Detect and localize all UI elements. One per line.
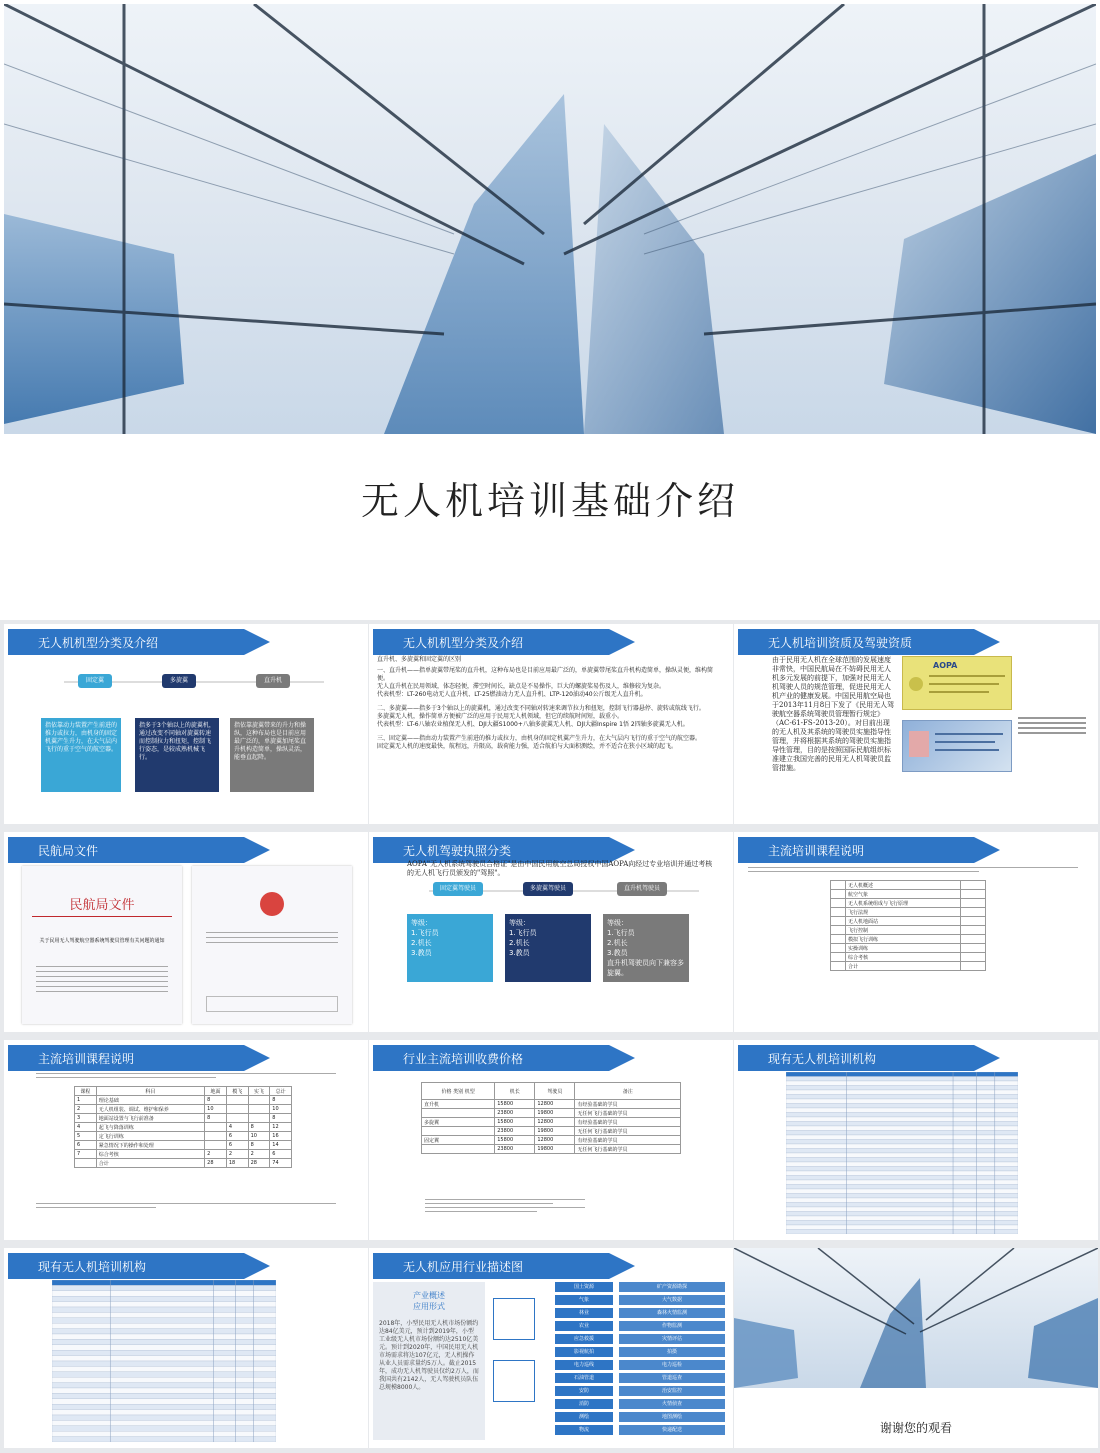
table-row [52, 1372, 276, 1377]
slide-title-banner [373, 1253, 635, 1279]
table-row [786, 1194, 1018, 1199]
table-row [786, 1108, 1018, 1113]
slide-title: 现有无人机培训机构 [38, 1260, 147, 1274]
table-row [786, 1221, 1018, 1226]
slide-drone-types[interactable] [4, 624, 368, 824]
course-hours-table [74, 1086, 292, 1168]
table-row: 模拟飞行训练 [831, 935, 986, 944]
slide-title-banner [8, 1045, 270, 1071]
course-outline-table [830, 880, 986, 971]
helicopter-grades-box [603, 914, 689, 982]
table-row [786, 1176, 1018, 1181]
table-row: 合计 [831, 962, 986, 971]
table-row: 1 理论基础 8 8 [75, 1096, 292, 1105]
table-row: 无人机系统组成与飞行原理 [831, 899, 986, 908]
slide-title-banner [373, 1045, 635, 1071]
industry-result: 灾情评估 [619, 1334, 725, 1344]
pill-helicopter: 直升机 [256, 674, 290, 688]
body-line: 一、直升机——指单旋翼带尾桨的直升机，这种布局也是目前应用最广泛的，单旋翼带尾桨直升机构造简单，操纵灵便，维构简便。 [377, 667, 714, 682]
industry-tag: 安防 [555, 1386, 613, 1396]
helicopter-desc-box: 指依靠旋翼带来的升力和操纵，这种布局也是目前应用最广泛的，单旋翼加尾桨直升机构造简单，操纵灵活，能垂直起降。 [230, 718, 314, 792]
table-row [52, 1366, 276, 1371]
slide-title: 无人机培训资质及驾驶资质 [768, 636, 913, 650]
table-row [52, 1334, 276, 1339]
institution-list-table [52, 1280, 276, 1442]
institution-list-table [786, 1072, 1018, 1234]
body-line: 代表机型：LT-260电动无人直升机、LT-25燃油动力无人直升机、LTP-120油动40公斤级无人直升机。 [377, 691, 647, 698]
industry-result: 火情侦查 [619, 1399, 725, 1409]
table-row: 多旋翼 15800 12800 有经验基础的学员 [422, 1118, 681, 1127]
grade-heading: 等级： [607, 919, 628, 927]
table-header-row: 课程 科目 地面 模飞 实飞 总计 [75, 1087, 292, 1096]
body-line: 二、多旋翼——指多于3个轴以上的旋翼机，通过改变不同轴对转速来调节拉力和扭矩，控制飞行器悬停、旋转或航线飞行。 [377, 705, 705, 712]
certificate-notes [1018, 714, 1086, 744]
table-row: 4 起飞与降落训练 4 8 12 [75, 1123, 292, 1132]
table-row [52, 1361, 276, 1366]
body-line: 固定翼无人机的速度最快，航程远，升限高，载荷能力强，适合航拍与大面积测绘，并不适合在狭小区域的起飞。 [377, 743, 678, 750]
overview-heading: 产业概述 应用形式 [413, 1291, 445, 1311]
table-row [786, 1212, 1018, 1217]
slide-license-types[interactable] [369, 832, 733, 1032]
industry-result: 拍摄 [619, 1347, 725, 1357]
table-row [786, 1149, 1018, 1154]
slide-drone-types-text[interactable] [369, 624, 733, 824]
table-row [786, 1207, 1018, 1212]
photo-icon [909, 731, 929, 757]
table-row [786, 1153, 1018, 1158]
table-row [786, 1140, 1018, 1145]
industry-result: 大气数据 [619, 1295, 725, 1305]
table-row [786, 1230, 1018, 1235]
slide-course-outline[interactable] [734, 832, 1098, 1032]
industry-result: 地图测绘 [619, 1412, 725, 1422]
slide-title: 无人机机型分类及介绍 [38, 636, 159, 650]
table-row [786, 1081, 1018, 1086]
table-row [52, 1312, 276, 1317]
seal-icon [909, 677, 923, 691]
industry-tag: 林业 [555, 1308, 613, 1318]
body-line: 代表机型：LT-6八轴农业植保无人机、DJI大疆S1000+八轴多旋翼无人机、DJI大疆Inspire 1悟 2四轴多旋翼无人机。 [377, 721, 689, 728]
qualifications-body: 由于民用无人机在全球范围的发展速度非常快，中国民航局在不妨碍民用无人机多元发展的前提下，加强对民用无人机驾驶人员的规范管理，促进民用无人机产业的健康发展。中国民用航空局也于2013年11月8日下发了《民用无人驾驶航空器系统驾驶员管理暂行规定》（AC-61-FS-2013-20）。对目前出现的无人机及其系统的驾驶员实施指导性管理，并将根据其系统的驾驶员实施指导性管理，目的是按照国际民航组织标准建立我国完善的民用无人机驾驶员监管措施。 [772, 656, 895, 772]
table-row [786, 1185, 1018, 1190]
table-row: 飞行控制 [831, 926, 986, 935]
pill-multirotor: 多旋翼 [162, 674, 196, 688]
slide-training-prices[interactable] [369, 1040, 733, 1240]
table-row: 无人机地面站 [831, 917, 986, 926]
table-row: 实操训练 [831, 944, 986, 953]
industry-tag: 应急救援 [555, 1334, 613, 1344]
table-row [52, 1399, 276, 1404]
multirotor-desc-box: 指多于3个轴以上的旋翼机，通过改变不同轴对旋翼转速而控制拉力和扭矩，控制飞行姿态，是较成熟机械飞行。 [135, 718, 219, 792]
thanks-text: 谢谢您的观看 [879, 1421, 952, 1435]
table-row: 5 定飞行训练 6 10 16 [75, 1132, 292, 1141]
table-row: 23800 19800 无任何飞行基础的学员 [422, 1145, 681, 1154]
table-row [786, 1077, 1018, 1082]
table-row [786, 1189, 1018, 1194]
body-line: 直升机、多旋翼和固定翼的区别 [377, 656, 462, 663]
industry-tag: 消防 [555, 1399, 613, 1409]
slide-thanks[interactable] [734, 1248, 1098, 1448]
cover-slide[interactable] [0, 0, 1100, 620]
table-row [52, 1393, 276, 1398]
industry-result: 治安监控 [619, 1386, 725, 1396]
industry-tag: 测绘 [555, 1412, 613, 1422]
table-row [786, 1117, 1018, 1122]
industry-tag: 国土资源 [555, 1282, 613, 1292]
table-row [786, 1090, 1018, 1095]
table-row: 6 紧急情况下的操作和处理 6 8 14 [75, 1141, 292, 1150]
industry-result: 快递配送 [619, 1425, 725, 1435]
slide-title: 主流培训课程说明 [38, 1052, 135, 1066]
slide-title: 无人机机型分类及介绍 [403, 636, 524, 650]
table-row [52, 1388, 276, 1393]
table-row: 无人机概述 [831, 881, 986, 890]
doc-header: 民航局文件 [69, 898, 135, 913]
slide-title: 现有无人机培训机构 [768, 1052, 877, 1066]
table-row [786, 1072, 1018, 1077]
table-row [786, 1225, 1018, 1230]
table-row [52, 1323, 276, 1328]
caac-document-page-1 [22, 866, 182, 1024]
table-row [786, 1099, 1018, 1104]
slide-title: 主流培训课程说明 [768, 844, 865, 858]
table-row: 7 综合考核 2 2 2 6 [75, 1150, 292, 1159]
table-row [52, 1404, 276, 1409]
table-row [786, 1216, 1018, 1221]
pilot-license-card-image [902, 720, 1012, 772]
multirotor-grades-box [505, 914, 591, 982]
body-line: 多旋翼无人机，操作简单方便被广泛的应用于民用无人机领域，但它的续航时间短，载重小。 [377, 713, 624, 720]
table-row: 23800 19800 无任何飞行基础的学员 [422, 1109, 681, 1118]
grade-item: 3.教员 [509, 949, 530, 957]
industry-results [619, 1282, 725, 1438]
table-row [52, 1415, 276, 1420]
table-row: 3 地面站设置与飞行前准备 8 8 [75, 1114, 292, 1123]
industry-result: 管道巡查 [619, 1373, 725, 1383]
table-row: 2 无人机组装、调试、维护和保养 10 10 [75, 1105, 292, 1114]
table-row [786, 1122, 1018, 1127]
table-row: 直升机 15800 12800 有经验基础的学员 [422, 1100, 681, 1109]
industry-tag: 农业 [555, 1321, 613, 1331]
table-row [52, 1383, 276, 1388]
slide-training-institutions-2[interactable] [4, 1248, 368, 1448]
grade-heading: 等级： [411, 919, 432, 927]
table-row: 综合考核 [831, 953, 986, 962]
table-row [786, 1203, 1018, 1208]
table-row [786, 1126, 1018, 1131]
aopa-certificate-image [902, 656, 1012, 710]
table-row [52, 1307, 276, 1312]
pill-multirotor-pilot: 多旋翼驾驶员 [523, 882, 573, 896]
industry-overview-panel [373, 1282, 485, 1440]
table-row [52, 1356, 276, 1361]
industry-result: 电力巡检 [619, 1360, 725, 1370]
slide-caac-document[interactable] [4, 832, 368, 1032]
grade-note: 直升机驾驶员向下兼容多旋翼。 [607, 959, 684, 977]
table-row [786, 1144, 1018, 1149]
table-row [52, 1426, 276, 1431]
table-row [52, 1285, 276, 1290]
table-row [786, 1180, 1018, 1185]
slide-qualifications[interactable] [734, 624, 1098, 824]
slide-title: 行业主流培训收费价格 [403, 1052, 524, 1066]
grade-item: 3.教员 [411, 949, 432, 957]
slide-title: 民航局文件 [38, 844, 99, 858]
grade-item: 2.机长 [509, 939, 530, 947]
table-row [786, 1104, 1018, 1109]
table-row [786, 1198, 1018, 1203]
grade-heading: 等级： [509, 919, 530, 927]
table-row [786, 1135, 1018, 1140]
table-header-row: 价格 类别 机型 机长 驾驶员 备注 [422, 1083, 681, 1100]
pill-fixed-wing-pilot: 固定翼驾驶员 [433, 882, 483, 896]
table-row: 23800 19800 无任何飞行基础的学员 [422, 1127, 681, 1136]
industry-tag: 石油管道 [555, 1373, 613, 1383]
slide-title-banner [738, 837, 1000, 863]
slide-title-banner [738, 1045, 1000, 1071]
table-row: 固定翼 15800 12800 有经验基础的学员 [422, 1136, 681, 1145]
table-row [52, 1420, 276, 1425]
industry-tag: 气象 [555, 1295, 613, 1305]
industry-result: 作物监测 [619, 1321, 725, 1331]
table-row [52, 1280, 276, 1285]
industry-result: 森林火情监测 [619, 1308, 725, 1318]
cover-skyscraper-image [4, 4, 1096, 434]
pill-fixed-wing: 固定翼 [78, 674, 112, 688]
slide-title: 无人机驾驶执照分类 [403, 844, 512, 858]
fixed-wing-grades-box [407, 914, 493, 982]
table-row [52, 1437, 276, 1442]
grade-item: 2.机长 [607, 939, 628, 947]
table-row [52, 1410, 276, 1415]
grade-item: 2.机长 [411, 939, 432, 947]
slide-title-banner [8, 837, 270, 863]
table-row [786, 1095, 1018, 1100]
table-row [52, 1329, 276, 1334]
table-row [52, 1345, 276, 1350]
overview-text: 2018年，小型民用无人机市场份额约达84亿美元，预计到2019年，小型工业级无人机市场份额约达2510亿美元。预计到2020年，中国民用无人机市场需求将达107亿元，无人机操作从业人员需求量约5万人。截止2015年，成功无人机驾驶员仅约2万人，而我国共有2142人，无人驾驶机员队伍总规模8000人。 [379, 1320, 479, 1391]
diagram-node [493, 1298, 535, 1340]
grade-item: 1.飞行员 [509, 929, 537, 937]
table-row: 航空气象 [831, 890, 986, 899]
slide-title: 无人机应用行业描述图 [403, 1260, 524, 1274]
grade-item: 1.飞行员 [607, 929, 635, 937]
table-row [52, 1431, 276, 1436]
industry-tag: 影视航拍 [555, 1347, 613, 1357]
diagram-node [493, 1360, 535, 1402]
slide-training-institutions-1[interactable] [734, 1040, 1098, 1240]
table-row [786, 1131, 1018, 1136]
industry-result: 矿产资源勘探 [619, 1282, 725, 1292]
slide-title-banner [8, 629, 270, 655]
industry-tag: 物流 [555, 1425, 613, 1435]
caac-document-page-2 [192, 866, 352, 1024]
aopa-logo-text: AOPA [933, 661, 958, 670]
caac-seal-icon [260, 892, 284, 916]
cover-title: 无人机培训基础介绍 [360, 479, 739, 523]
doc-subtitle: 关于民用无人驾驶航空器系统驾驶员管理有关问题的通知 [39, 938, 165, 944]
grade-item: 3.教员 [607, 949, 628, 957]
table-row [52, 1318, 276, 1323]
pill-helicopter-pilot: 直升机驾驶员 [617, 882, 667, 896]
industry-tag: 电力巡线 [555, 1360, 613, 1370]
table-row [786, 1167, 1018, 1172]
body-line: 无人直升机在民用领域，体态轻便，滞空时间长，缺点是不易操作，巨大的螺旋桨易伤及人，维修较为复杂。 [377, 683, 666, 690]
grade-item: 1.飞行员 [411, 929, 439, 937]
table-row: 飞行法规 [831, 908, 986, 917]
industry-tags [555, 1282, 613, 1438]
slide-title-banner [8, 1253, 270, 1279]
slide-title-banner [373, 629, 635, 655]
table-row [786, 1113, 1018, 1118]
slide-application-industries[interactable] [369, 1248, 733, 1448]
drone-types-body [377, 656, 721, 751]
table-row [52, 1377, 276, 1382]
body-line: 三、固定翼——指由动力装置产生前进的推力或拉力，由机身的固定机翼产生升力，在大气层内飞行的重于空气的航空器。 [377, 735, 702, 742]
table-row [786, 1162, 1018, 1167]
thanks-skyscraper-image [734, 1248, 1098, 1388]
table-row [52, 1296, 276, 1301]
table-row [52, 1350, 276, 1355]
table-row [52, 1339, 276, 1344]
price-table [421, 1082, 681, 1154]
slide-course-hours[interactable] [4, 1040, 368, 1240]
fixed-wing-desc-box: 指依靠动力装置产生前进的推力或拉力，由机身的固定机翼产生升力，在大气层内飞行的重于空气的航空器。 [41, 718, 121, 792]
table-row [786, 1158, 1018, 1163]
slide-title-banner [738, 629, 1000, 655]
table-row [52, 1291, 276, 1296]
table-row [786, 1086, 1018, 1091]
license-intro: AOPA"无人机系统驾驶员合格证"是由中国民用航空总局授权中国AOPA向经过专业培训并通过考核的无人机飞行员颁发的"驾照"。 [407, 860, 713, 877]
table-row [786, 1171, 1018, 1176]
table-row: 合计 28 18 28 74 [75, 1159, 292, 1168]
table-row [52, 1302, 276, 1307]
